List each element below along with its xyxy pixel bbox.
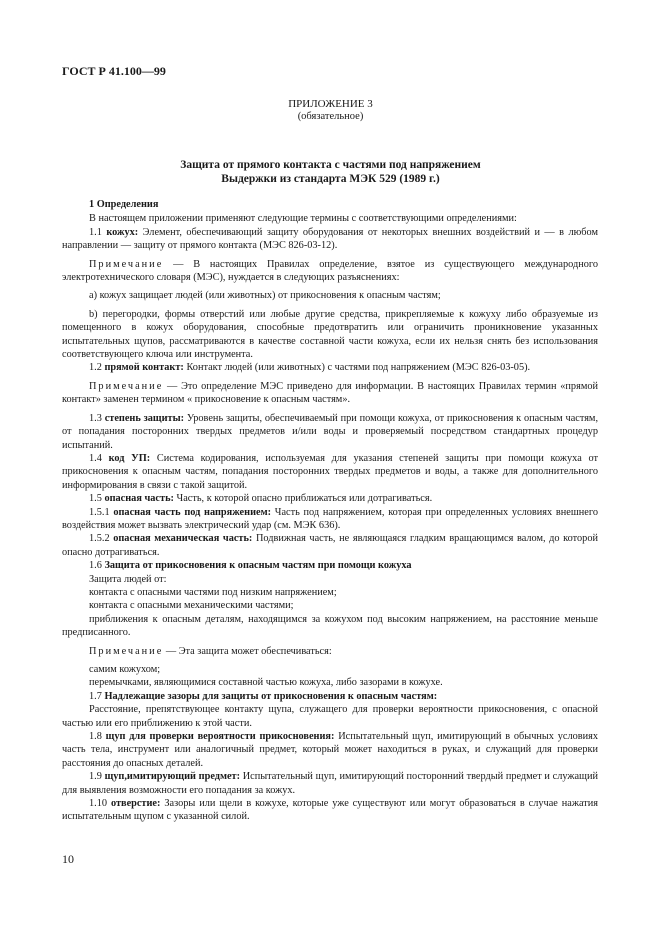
document-body bbox=[62, 198, 598, 824]
appendix-subtitle: (обязательное) bbox=[297, 111, 364, 122]
clause-1-5-2 bbox=[62, 532, 598, 559]
title-line-2: Выдержки из стандарта МЭК 529 (1989 г.) bbox=[221, 173, 440, 185]
clause-1-6-line-c: контакта с опасными механическими частями; bbox=[89, 600, 294, 612]
clause-1-9 bbox=[62, 770, 598, 797]
clause-text: Система кодирования, используемая для указания степеней защиты при помощи кожуха от прикосновения к опасным частям, попадания посторонних твердых предметов и воды, а также для дополнительного информирования в связи с такой защитой. bbox=[62, 452, 598, 491]
clause-1-10 bbox=[62, 797, 598, 824]
clause-text: Контакт людей (или животных) с частями под напряжением (МЭС 826-03-05). bbox=[186, 362, 531, 374]
clause-number: 1.5.2 bbox=[89, 533, 110, 545]
clause-term: опасная механическая часть: bbox=[113, 533, 253, 545]
clause-text: Испытательный щуп, имитирующий в обычных условиях часть тела, инструмент или аналогичный предмет, который может находиться в руках, и служащий для проверки расстояния до опасных деталей. bbox=[62, 731, 598, 769]
clause-number: 1.6 bbox=[89, 560, 102, 572]
clause-term: щуп,имитирующий предмет: bbox=[104, 771, 241, 783]
note-1 bbox=[62, 258, 598, 285]
note-text: — Эта защита может обеспечиваться: bbox=[165, 645, 332, 657]
note-text: — В настоящих Правилах определение, взятое из существующего международного электротехнического словаря (МЭС), нуждается в следующих разъяснениях: bbox=[62, 258, 598, 284]
clause-term: Защита от прикосновения к опасным частям при помощи кожуха bbox=[104, 560, 412, 572]
clause-number: 1.3 bbox=[89, 412, 102, 424]
clause-text: Испытательный щуп, имитирующий посторонний твердый предмет и служащий для выявления возможности его попадания за кожух. bbox=[62, 771, 598, 796]
clause-text: Часть, к которой опасно приближаться или дотрагиваться. bbox=[176, 493, 433, 505]
clause-1-1 bbox=[62, 226, 598, 253]
note-3-line-a: самим кожухом; bbox=[89, 664, 161, 675]
clause-term: Надлежащие зазоры для защиты от прикосновения к опасным частям: bbox=[104, 690, 438, 702]
note-1-item-b: b) перегородки, формы отверстий или любые другие средства, прикрепляемые к кожуху либо образуемые из помещенного в кожух оборудования, способные предотвратить или ограничить проникновение указанных испытательных щупов, рассматриваются в качестве составной части кожуха, если их нельзя снять без использования соответствующего ключа или инструмента. bbox=[62, 308, 598, 361]
clause-term: кожух: bbox=[106, 226, 139, 238]
clause-1-6 bbox=[62, 559, 598, 572]
section-heading: 1 Определения bbox=[89, 199, 159, 210]
clause-number: 1.1 bbox=[89, 226, 102, 238]
clause-term: опасная часть под напряжением: bbox=[113, 506, 272, 518]
note-3-line-b: перемычками, являющимися составной частью кожуха, либо зазорами в кожухе. bbox=[89, 677, 443, 689]
appendix-title: ПРИЛОЖЕНИЕ 3 bbox=[288, 98, 373, 110]
document-title bbox=[0, 158, 661, 186]
note-1-item-a: а) кожух защищает людей (или животных) от прикосновения к опасным частям; bbox=[89, 290, 441, 302]
clause-1-6-line-d: приближения к опасным деталям, находящимся за кожухом под высоким напряжением, на расстояние меньше предписанного. bbox=[62, 613, 598, 639]
clause-term: код УП: bbox=[108, 452, 151, 464]
clause-1-4 bbox=[62, 452, 598, 492]
clause-number: 1.7 bbox=[89, 690, 102, 702]
clause-term: прямой контакт: bbox=[104, 362, 184, 374]
clause-number: 1.5 bbox=[89, 493, 102, 505]
clause-1-6-line-b: контакта с опасными частями под низким напряжением; bbox=[89, 586, 337, 598]
clause-term: щуп для проверки вероятности прикосновения: bbox=[105, 731, 335, 743]
clause-number: 1.9 bbox=[89, 771, 102, 783]
clause-1-5 bbox=[62, 492, 598, 505]
note-label: Примечание bbox=[89, 380, 164, 392]
clause-number: 1.5.1 bbox=[89, 506, 110, 518]
clause-term: степень защиты: bbox=[104, 412, 185, 424]
clause-1-2 bbox=[62, 361, 598, 374]
note-2 bbox=[62, 380, 598, 407]
note-text: — Это определение МЭС приведено для информации. В настоящих Правилах термин «прямой контакт» заменен термином « прикосновение к опасным частям». bbox=[62, 380, 598, 406]
appendix-heading bbox=[0, 98, 661, 122]
clause-term: опасная часть: bbox=[104, 493, 174, 505]
title-line-1: Защита от прямого контакта с частями под напряжением bbox=[180, 159, 481, 171]
note-label: Примечание bbox=[89, 645, 164, 657]
clause-text: Уровень защиты, обеспечиваемый при помощи кожуха, от прикосновения к опасным частям, от попадания посторонних твердых предметов и/или воды и проверяемый посредством стандартных процедур испытаний. bbox=[62, 412, 599, 451]
clause-text: Подвижная часть, не являющаяся гладким вращающимся валом, до которой опасно дотрагиваться. bbox=[62, 533, 598, 558]
clause-1-6-line-a: Защита людей от: bbox=[89, 573, 167, 585]
clause-1-8 bbox=[62, 730, 598, 770]
standard-header: ГОСТ Р 41.100—99 bbox=[62, 64, 166, 78]
clause-number: 1.2 bbox=[89, 362, 102, 374]
clause-number: 1.10 bbox=[89, 798, 108, 810]
page-number: 10 bbox=[62, 852, 74, 866]
clause-1-7 bbox=[62, 690, 598, 703]
clause-1-3 bbox=[62, 412, 598, 452]
clause-1-5-1 bbox=[62, 506, 598, 533]
note-3 bbox=[62, 645, 598, 658]
clause-number: 1.8 bbox=[89, 731, 102, 743]
clause-text: Элемент, обеспечивающий защиту оборудования от некоторых внешних воздействий и — в любом направлении — защиту от прямого контакта (МЭС 826-03-12). bbox=[62, 226, 598, 252]
clause-term: отверстие: bbox=[110, 798, 161, 810]
section-intro: В настоящем приложении применяют следующие термины с соответствующими определениями: bbox=[89, 213, 517, 225]
clause-1-7-text: Расстояние, препятствующее контакту щупа, служащего для проверки вероятности прикосновения, с опасной частью или его приближению к этой части. bbox=[62, 704, 598, 729]
clause-text: Часть под напряжением, которая при определенных условиях внешнего воздействия может вызвать электрический удар (см. МЭК 636). bbox=[62, 506, 598, 531]
clause-text: Зазоры или щели в кожухе, которые уже существуют или могут образоваться в случае нажатия испытательным щупом с указанной силой. bbox=[62, 798, 598, 823]
clause-number: 1.4 bbox=[89, 452, 102, 464]
note-label: Примечание bbox=[89, 258, 164, 270]
